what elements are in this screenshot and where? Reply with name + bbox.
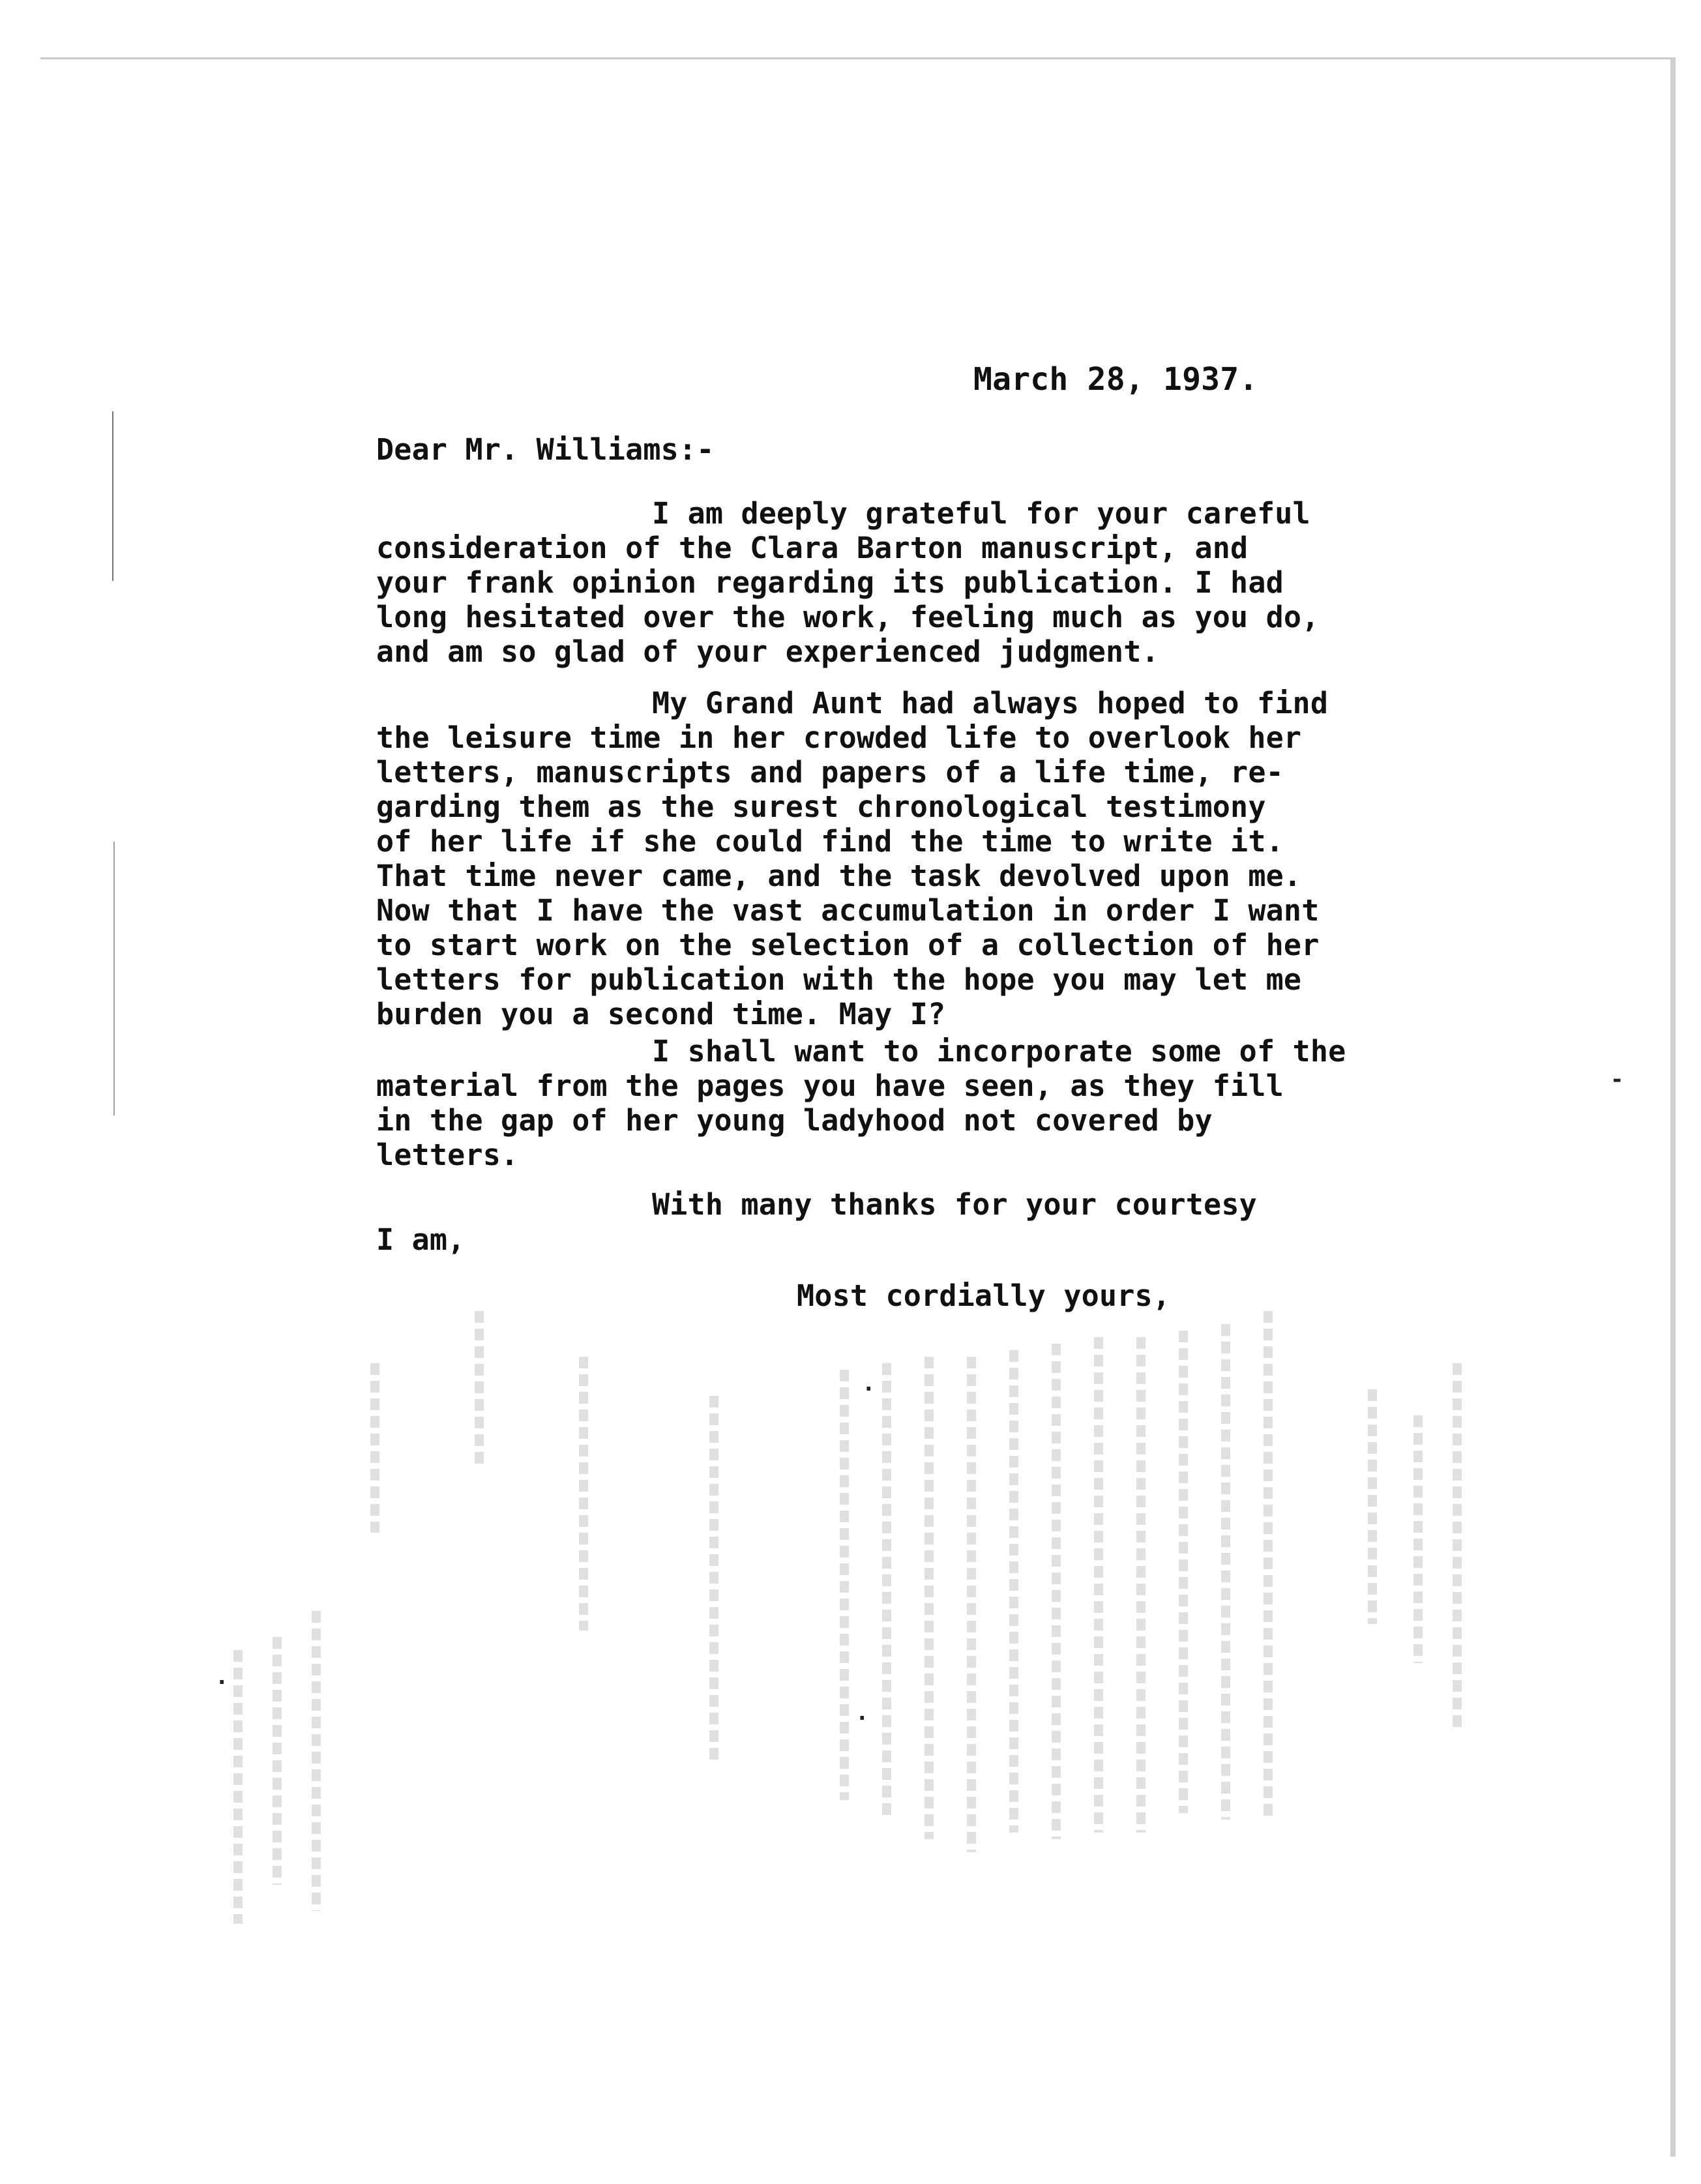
center-dot-mark: · (862, 1376, 876, 1402)
letter-body (40, 59, 1670, 2157)
paragraph-2 (376, 686, 1328, 1031)
center-dot-mark-2: · (855, 1705, 869, 1732)
paragraph-3 (376, 1034, 1346, 1172)
paragraph-2-line: to start work on the selection of a collection of her (376, 928, 1320, 962)
left-dot-mark: · (215, 1670, 229, 1696)
paragraph-1 (376, 496, 1320, 669)
paragraph-1-line: and am so glad of your experienced judgment. (376, 634, 1159, 669)
paragraph-3-line: material from the pages you have seen, as they fill (376, 1069, 1284, 1103)
paragraph-2-line: letters, manuscripts and papers of a life time, re- (376, 755, 1284, 789)
paragraph-2-line: My Grand Aunt had always hoped to find (652, 686, 1329, 720)
paragraph-1-line: your frank opinion regarding its publication. I had (376, 565, 1284, 600)
paragraph-2-line: letters for publication with the hope you may let me (376, 962, 1302, 997)
thanks-line: With many thanks for your courtesy (652, 1187, 1257, 1222)
paragraph-1-line: I am deeply grateful for your careful (652, 496, 1310, 531)
paragraph-2-line: the leisure time in her crowded life to overlook her (376, 720, 1302, 755)
paragraph-2-line: garding them as the surest chronological testimony (376, 789, 1266, 824)
i-am-line: I am, (376, 1222, 466, 1257)
paragraph-3-line: I shall want to incorporate some of the (652, 1034, 1346, 1069)
paragraph-2-line: burden you a second time. May I? (376, 997, 946, 1031)
paragraph-1-line: consideration of the Clara Barton manuscript, and (376, 531, 1249, 565)
paragraph-2-line: Now that I have the vast accumulation in order I want (376, 893, 1320, 928)
paragraph-1-line: long hesitated over the work, feeling much as you do, (376, 600, 1320, 634)
paragraph-3-line: in the gap of her young ladyhood not covered by (376, 1103, 1213, 1138)
paragraph-2-line: That time never came, and the task devolved upon me. (376, 859, 1302, 893)
paragraph-2-line: of her life if she could find the time to write it. (376, 824, 1284, 859)
letter-date: March 28, 1937. (973, 361, 1258, 398)
letter-page (40, 57, 1676, 2157)
paragraph-3-line: letters. (376, 1138, 519, 1172)
salutation: Dear Mr. Williams:- (376, 432, 715, 467)
closing-line: Most cordially yours, (797, 1278, 1171, 1313)
right-margin-tick: - (1610, 1067, 1624, 1093)
